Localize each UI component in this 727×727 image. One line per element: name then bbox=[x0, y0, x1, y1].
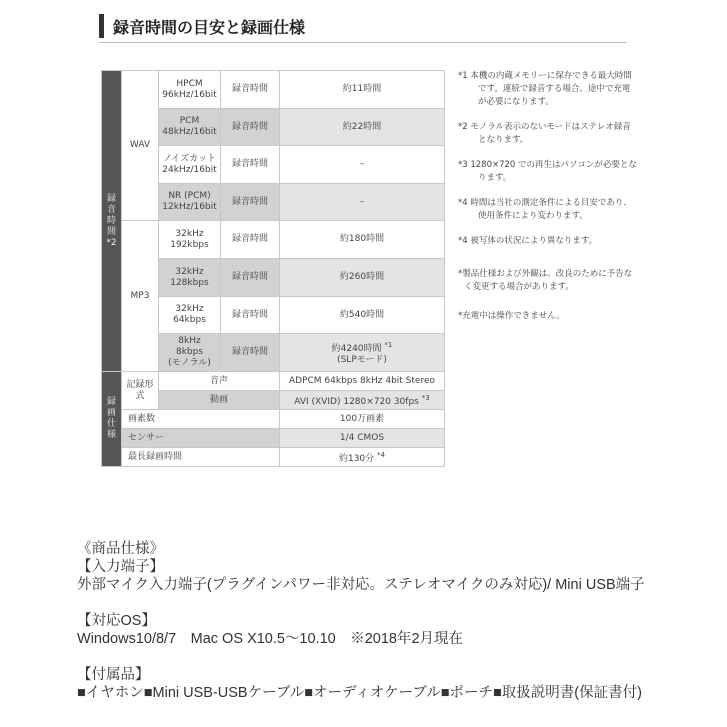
value-cell bbox=[280, 259, 445, 297]
text-line: PCM bbox=[179, 116, 200, 126]
pixels-label: 画素数 bbox=[122, 410, 280, 429]
table-row bbox=[102, 221, 445, 259]
value: 約4240時間 bbox=[331, 343, 382, 354]
section-title: 録音時間の目安と録画仕様 bbox=[113, 18, 306, 37]
format-wav: WAV bbox=[122, 71, 159, 221]
text-line: 様 bbox=[106, 430, 116, 440]
label-cell: 録音時間 bbox=[221, 334, 280, 372]
title-accent-bar bbox=[99, 14, 104, 38]
table-row bbox=[102, 71, 445, 109]
value-cell bbox=[280, 146, 445, 184]
value-note: (SLPモード) bbox=[337, 354, 387, 365]
text-line: 64kbps bbox=[173, 315, 206, 325]
label-cell: 録音時間 bbox=[221, 71, 280, 109]
sensor-label: センサー bbox=[122, 429, 280, 448]
pixels-value: 100万画素 bbox=[280, 410, 445, 429]
footnotes bbox=[458, 70, 638, 335]
label-cell: 録音時間 bbox=[221, 184, 280, 221]
footnote-ref: *4 bbox=[377, 450, 386, 459]
text-line: 32kHz bbox=[175, 304, 204, 314]
text-line: NR (PCM) bbox=[168, 191, 211, 201]
video-format-value bbox=[280, 391, 445, 410]
footnote-ref: *1 bbox=[384, 340, 393, 349]
text-line: HPCM bbox=[176, 78, 203, 89]
video-spec-header bbox=[102, 372, 122, 467]
value-cell bbox=[280, 334, 445, 372]
note: *充電中は操作できません。 bbox=[458, 311, 565, 321]
label-cell: 録音時間 bbox=[221, 109, 280, 146]
text-line: ノイズカット bbox=[162, 153, 216, 164]
text-line: 形式 bbox=[135, 379, 154, 401]
value: 約540時間 bbox=[339, 309, 385, 320]
note: *1 本機の内蔵メモリーに保存できる最大時間です。連続で録音する場合、途中で充電が必要になります。 bbox=[458, 71, 632, 107]
spec-table bbox=[101, 70, 445, 467]
os-title: 【対応OS】 bbox=[77, 613, 156, 629]
text-line: 記録 bbox=[126, 379, 145, 390]
product-specs bbox=[77, 540, 645, 702]
label-cell: 録音時間 bbox=[221, 297, 280, 334]
text-line: 8kbps bbox=[175, 347, 204, 357]
label-cell: 録音時間 bbox=[221, 146, 280, 184]
text-line: 画 bbox=[106, 408, 116, 418]
value: 約22時間 bbox=[342, 121, 382, 132]
setting-cell bbox=[159, 146, 221, 184]
value: 約11時間 bbox=[342, 84, 382, 94]
text-line: 時 bbox=[106, 215, 116, 226]
note: *4 被写体の状況により異なります。 bbox=[458, 236, 598, 246]
text-line: 32kHz bbox=[175, 266, 204, 277]
text-line: 8kHz bbox=[178, 336, 201, 346]
text-line: 間 bbox=[106, 226, 116, 237]
text-line: 音 bbox=[106, 204, 116, 215]
value-cell bbox=[280, 71, 445, 109]
title-divider bbox=[99, 42, 627, 43]
audio-format-value: ADPCM 64kbps 8kHz 4bit Stereo bbox=[280, 372, 445, 391]
input-text: 外部マイク入力端子(プラグインパワー非対応。ステレオマイクのみ対応)/ Mini USB端子 bbox=[77, 577, 645, 593]
specs-heading: 《商品仕様》 bbox=[77, 541, 164, 557]
audio-time-header bbox=[102, 71, 122, 372]
label-cell: 録音時間 bbox=[221, 259, 280, 297]
setting-cell bbox=[159, 259, 221, 297]
accessories-text: ■イヤホン■Mini USB-USBケーブル■オーディオケーブル■ポーチ■取扱説明書(保証書付) bbox=[77, 685, 642, 701]
table-row bbox=[102, 448, 445, 467]
text-line: 録 bbox=[106, 397, 116, 407]
label-cell: 録音時間 bbox=[221, 221, 280, 259]
value-cell bbox=[280, 109, 445, 146]
setting-cell bbox=[159, 184, 221, 221]
value: 約130分 bbox=[338, 453, 375, 464]
rec-format-label bbox=[122, 372, 159, 410]
input-title: 【入力端子】 bbox=[77, 559, 164, 575]
setting-cell bbox=[159, 71, 221, 109]
setting-cell bbox=[159, 334, 221, 372]
max-rec-label: 最長録画時間 bbox=[122, 448, 280, 467]
sensor-value: 1/4 CMOS bbox=[280, 429, 445, 448]
value-cell bbox=[280, 184, 445, 221]
os-text: Windows10/8/7 Mac OS X10.5～10.10 ※2018年2月現在 bbox=[77, 631, 464, 647]
value: – bbox=[359, 196, 365, 207]
table-row bbox=[102, 372, 445, 391]
audio-format-label: 音声 bbox=[159, 372, 280, 391]
value: – bbox=[359, 159, 365, 169]
text-line: 12kHz/16bit bbox=[162, 202, 217, 212]
value-cell bbox=[280, 297, 445, 334]
table-row bbox=[102, 410, 445, 429]
text-line: 24kHz/16bit bbox=[162, 164, 217, 175]
footnote-ref: *3 bbox=[421, 393, 430, 402]
text-line: *2 bbox=[106, 237, 117, 248]
text-line: 32kHz bbox=[175, 228, 204, 239]
video-format-label: 動画 bbox=[159, 391, 280, 410]
note: *3 1280×720 での再生はパソコンが必要となります。 bbox=[458, 160, 637, 183]
table-row bbox=[102, 429, 445, 448]
setting-cell bbox=[159, 297, 221, 334]
setting-cell bbox=[159, 109, 221, 146]
max-rec-value bbox=[280, 448, 445, 467]
value: 約260時間 bbox=[339, 272, 385, 282]
note: *製品仕様および外観は、改良のために予告なく変更する場合があります。 bbox=[458, 269, 633, 292]
text-line: (モノラル) bbox=[168, 358, 211, 368]
value: AVI (XVID) 1280×720 30fps bbox=[294, 396, 419, 407]
text-line: 仕 bbox=[106, 419, 116, 429]
value-cell bbox=[280, 221, 445, 259]
format-mp3: MP3 bbox=[122, 221, 159, 372]
text-line: 128kbps bbox=[170, 277, 209, 288]
text-line: 録 bbox=[106, 193, 116, 204]
note: *4 時間は当社の測定条件による目安であり、使用条件により変わります。 bbox=[458, 198, 632, 221]
value: 約180時間 bbox=[339, 234, 385, 244]
accessories-title: 【付属品】 bbox=[77, 667, 150, 683]
text-line: 96kHz/16bit bbox=[162, 89, 217, 100]
note: *2 モノラル表示のないモードはステレオ録音となります。 bbox=[458, 122, 631, 145]
text-line: 192kbps bbox=[170, 239, 209, 250]
setting-cell bbox=[159, 221, 221, 259]
text-line: 48kHz/16bit bbox=[162, 127, 217, 137]
